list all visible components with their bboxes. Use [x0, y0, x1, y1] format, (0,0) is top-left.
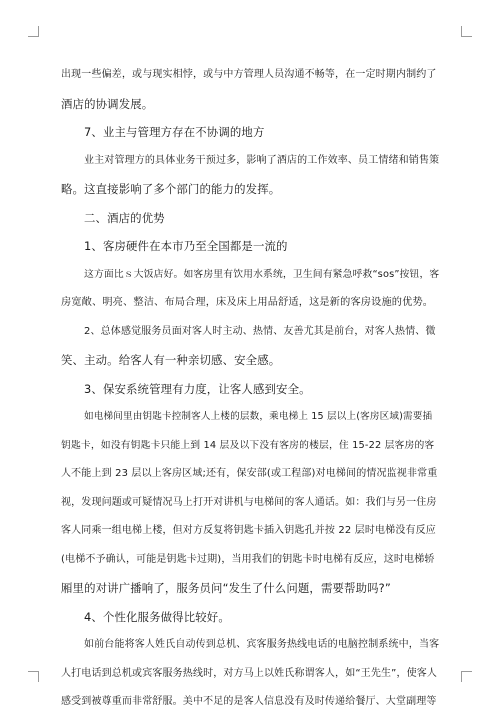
text-line: 笑、主动。给客人有一种亲切感、安全感。: [61, 353, 281, 367]
text-line: 这方面比ｓ大饭店好。如客房里有饮用水系统，卫生间有紧急呼救“sos”按钮，客: [84, 268, 440, 280]
text-line: 感受到被尊重而非常舒服。美中不足的是客人信息没有及时传递给餐厅、大堂副理等: [61, 696, 437, 707]
text-line: 4、个性化服务做得比较好。: [84, 609, 230, 624]
text-line: 客人同乘一组电梯上楼，但对方反复将钥匙卡插入钥匙孔并按 22 层时电梯没有反应: [61, 525, 436, 536]
text-line: 人打电话到总机或宾客服务热线时，对方马上以姓氏称谓客人，如“王先生”，使客人: [61, 667, 438, 679]
text-line: 7、业主与管理方存在不协调的地方: [84, 125, 265, 139]
text-line: 业主对管理方的具体业务干预过多，影响了酒店的工作效率、员工情绪和销售策: [84, 154, 440, 166]
text-line: 人不能上到 23 层以上客房区域;还有，保安部(或工程部)对电梯间的情况监视非常重: [61, 468, 438, 479]
text-line: 酒店的协调发展。: [61, 96, 154, 111]
text-line: 钥匙卡，如没有钥匙卡只能上到 14 层及以下没有客房的楼层，住 15-22 层客房的客: [61, 439, 435, 451]
text-line: 略。这直接影响了多个部门的能力的发挥。: [61, 182, 281, 196]
text-line: 出现一些偏差，或与现实相悖，或与中方管理人员沟通不畅等，在一定时期内制约了: [61, 69, 437, 80]
crop-mark-top-left: [28, 26, 39, 37]
text-line: (电梯不予确认，可能是钥匙卡过期)，当用我们的钥匙卡时电梯有反应，这时电梯轿: [61, 553, 435, 565]
text-line: 2、总体感觉服务员面对客人时主动、热情、友善尤其是前台，对客人热情、微: [84, 325, 436, 337]
text-line: 1、客房硬件在本市乃至全国都是一流的: [84, 239, 288, 253]
text-line: 房宽敞、明亮、整洁、布局合理，床及床上用品舒适，这是新的客房设施的优势。: [61, 297, 434, 308]
text-line: 厢里的对讲广播响了，服务员问“发生了什么问题，需要帮助吗?”: [61, 581, 391, 595]
text-line: 如电梯间里由钥匙卡控制客人上楼的层数，乘电梯上 15 层以上(客房区域)需要插: [84, 411, 433, 422]
crop-mark-bottom-right: [461, 671, 472, 682]
text-line: 二、酒店的优势: [84, 210, 165, 225]
crop-mark-top-right: [461, 26, 472, 37]
text-line: 如前台能将客人姓氏自动传到总机、宾客服务热线电话的电脑控制系统中，当客: [84, 639, 440, 650]
document-body: [61, 61, 439, 717]
crop-mark-bottom-left: [28, 671, 39, 682]
text-line: 视，发现问题或可疑情况马上打开对讲机与电梯间的客人通话。如：我们与另一住房: [61, 496, 437, 508]
text-line: 3、保安系统管理有力度，让客人感到安全。: [84, 381, 311, 396]
